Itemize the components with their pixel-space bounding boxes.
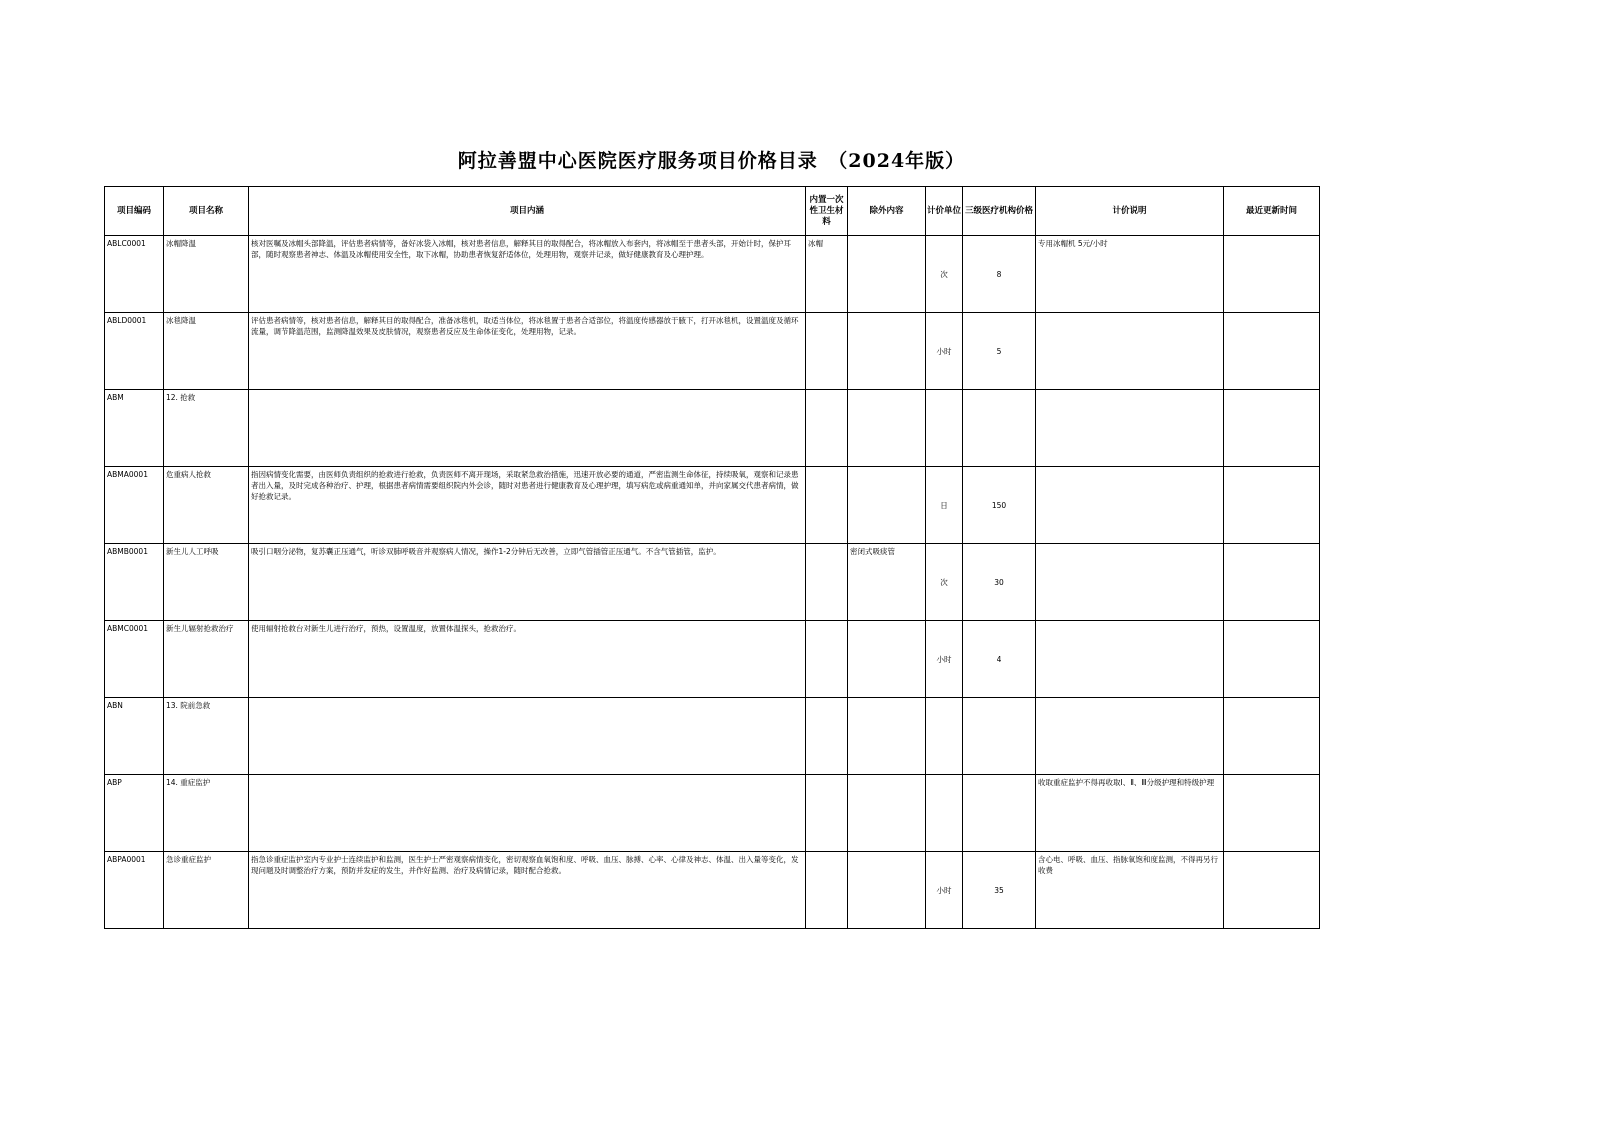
price-table [104,186,1320,929]
cell-unit [926,775,963,852]
cell-excluded [848,236,926,313]
cell-updated [1224,313,1320,390]
cell-content [249,698,806,775]
cell-material [806,544,848,621]
cell-excluded [848,467,926,544]
cell-updated [1224,621,1320,698]
cell-code: ABM [105,390,164,467]
cell-name: 急诊重症监护 [164,852,249,929]
table-row [105,698,1320,775]
cell-excluded [848,313,926,390]
cell-unit [926,390,963,467]
header-updated: 最近更新时间 [1224,187,1320,236]
cell-price: 30 [963,544,1036,621]
header-excluded: 除外内容 [848,187,926,236]
table-row [105,852,1320,929]
cell-note [1036,698,1224,775]
page-title: 阿拉善盟中心医院医疗服务项目价格目录 （2024年版） [457,150,966,172]
header-material: 内置一次性卫生材料 [806,187,848,236]
cell-updated [1224,544,1320,621]
cell-price [963,698,1036,775]
cell-price: 8 [963,236,1036,313]
cell-excluded [848,621,926,698]
cell-code: ABMC0001 [105,621,164,698]
cell-price: 150 [963,467,1036,544]
cell-content: 核对医嘱及冰帽头部降温，评估患者病情等，备好冰袋入冰帽，核对患者信息，解释其目的取得配合，将冰帽放入布套内，将冰帽至于患者头部，开始计时，保护耳部，随时观察患者神志、体温及冰帽使用安全性，取下冰帽，协助患者恢复舒适体位，处理用物，观察并记录，做好健康教育及心理护理。 [249,236,806,313]
table-row [105,236,1320,313]
header-row [105,187,1320,236]
cell-content: 指因病情变化需要，由医师负责组织的抢救进行抢救，负责医师不离开现场，采取紧急救治措施，迅速开放必要的通道，严密监测生命体征，持续吸氧，观察和记录患者出入量，及时完成各种治疗、护理，根据患者病情需要组织院内外会诊，随时对患者进行健康教育及心理护理，填写病危或病重通知单，并向家属交代患者病情，做好抢救记录。 [249,467,806,544]
cell-material [806,775,848,852]
cell-code: ABLD0001 [105,313,164,390]
cell-unit: 日 [926,467,963,544]
cell-note [1036,467,1224,544]
cell-price: 4 [963,621,1036,698]
cell-unit [926,698,963,775]
cell-price: 35 [963,852,1036,929]
cell-material [806,852,848,929]
cell-note: 收取重症监护不得再收取Ⅰ、Ⅱ、Ⅲ分级护理和特级护理 [1036,775,1224,852]
cell-note: 含心电、呼吸、血压、指脉氧饱和度监测，不得再另行收费 [1036,852,1224,929]
table-row [105,775,1320,852]
cell-note [1036,313,1224,390]
cell-note [1036,621,1224,698]
cell-excluded [848,775,926,852]
header-note: 计价说明 [1036,187,1224,236]
cell-updated [1224,467,1320,544]
cell-name: 危重病人抢救 [164,467,249,544]
cell-name: 12. 抢救 [164,390,249,467]
table-row [105,390,1320,467]
table-row [105,313,1320,390]
header-name: 项目名称 [164,187,249,236]
table-row [105,544,1320,621]
cell-content: 指急诊重症监护室内专业护士连续监护和监测，医生护士严密观察病情变化，密切观察血氧饱和度、呼吸、血压、脉搏、心率、心律及神志、体温、出入量等变化，发现问题及时调整治疗方案，预防并发症的发生，并作好监测、治疗及病情记录，随时配合抢救。 [249,852,806,929]
cell-code: ABN [105,698,164,775]
cell-excluded [848,698,926,775]
cell-name: 新生儿辐射抢救治疗 [164,621,249,698]
cell-material [806,313,848,390]
cell-content [249,390,806,467]
cell-name: 14. 重症监护 [164,775,249,852]
cell-material [806,698,848,775]
cell-material [806,621,848,698]
cell-name: 冰毯降温 [164,313,249,390]
header-price: 三级医疗机构价格 [963,187,1036,236]
cell-excluded: 密闭式吸痰管 [848,544,926,621]
cell-note [1036,390,1224,467]
header-unit: 计价单位 [926,187,963,236]
cell-updated [1224,775,1320,852]
header-code: 项目编码 [105,187,164,236]
cell-material: 冰帽 [806,236,848,313]
header-content: 项目内涵 [249,187,806,236]
cell-updated [1224,390,1320,467]
cell-unit: 小时 [926,621,963,698]
cell-code: ABPA0001 [105,852,164,929]
cell-content: 评估患者病情等，核对患者信息，解释其目的取得配合，准备冰毯机，取适当体位，将冰毯置于患者合适部位，将温度传感器放于腋下，打开冰毯机，设置温度及循环流量，调节降温范围，监测降温效果及皮肤情况，观察患者反应及生命体征变化，处理用物，记录。 [249,313,806,390]
cell-excluded [848,852,926,929]
cell-name: 13. 院前急救 [164,698,249,775]
cell-material [806,467,848,544]
cell-updated [1224,698,1320,775]
cell-excluded [848,390,926,467]
cell-name: 新生儿人工呼吸 [164,544,249,621]
cell-content [249,775,806,852]
cell-content: 使用辐射抢救台对新生儿进行治疗，预热，设置温度，放置体温探头，抢救治疗。 [249,621,806,698]
cell-unit: 小时 [926,313,963,390]
cell-unit: 次 [926,236,963,313]
cell-code: ABMA0001 [105,467,164,544]
cell-updated [1224,236,1320,313]
cell-content: 吸引口咽分泌物，复苏囊正压通气，听诊双肺呼吸音并观察病人情况，操作1-2分钟后无改善，立即气管插管正压通气。不含气管插管，监护。 [249,544,806,621]
cell-note [1036,544,1224,621]
cell-updated [1224,852,1320,929]
table-row [105,621,1320,698]
cell-unit: 小时 [926,852,963,929]
cell-price [963,390,1036,467]
cell-price [963,775,1036,852]
cell-code: ABLC0001 [105,236,164,313]
cell-code: ABMB0001 [105,544,164,621]
cell-name: 冰帽降温 [164,236,249,313]
cell-price: 5 [963,313,1036,390]
cell-code: ABP [105,775,164,852]
cell-material [806,390,848,467]
cell-note: 专用冰帽机 5元/小时 [1036,236,1224,313]
table-row [105,467,1320,544]
cell-unit: 次 [926,544,963,621]
